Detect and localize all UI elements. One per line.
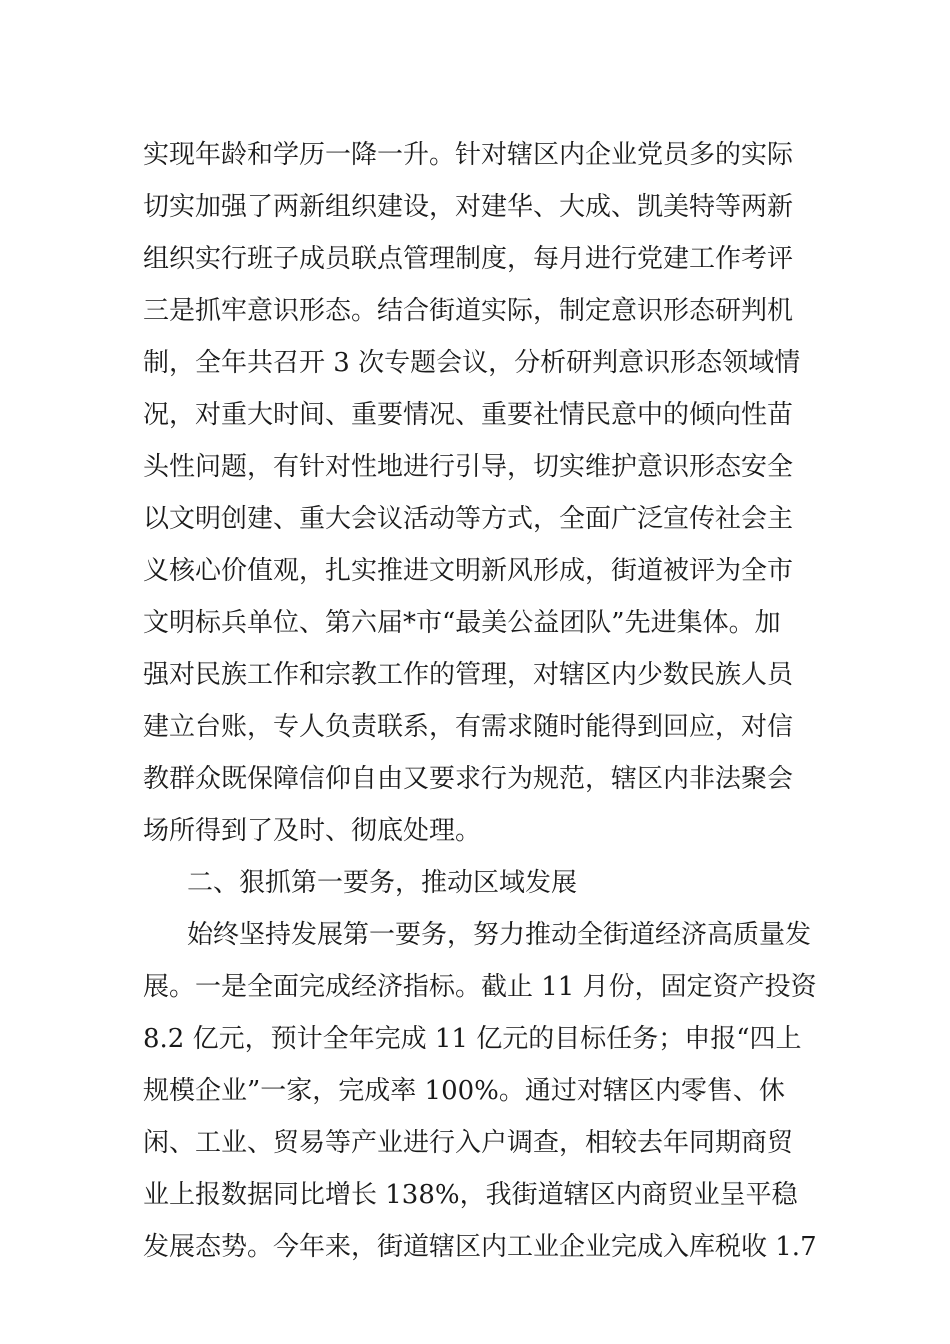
text-line-7: 头性问题，有针对性地进行引导，切实维护意识形态安全 bbox=[143, 452, 794, 482]
text-line-13: 教群众既保障信仰自由又要求行为规范，辖区内非法聚会 bbox=[143, 764, 794, 794]
text-line-5: 制，全年共召开 3 次专题会议，分析研判意识形态领域情 bbox=[143, 348, 801, 378]
text-line-20: 闲、工业、贸易等产业进行入户调查，相较去年同期商贸 bbox=[143, 1128, 794, 1158]
text-line-9: 义核心价值观，扎实推进文明新风形成，街道被评为全市 bbox=[143, 556, 794, 586]
text-line-3: 组织实行班子成员联点管理制度，每月进行党建工作考评 bbox=[143, 244, 794, 274]
text-line-21: 业上报数据同比增长 138%，我街道辖区内商贸业呈平稳 bbox=[143, 1180, 798, 1210]
text-line-11: 强对民族工作和宗教工作的管理，对辖区内少数民族人员 bbox=[143, 660, 794, 690]
text-line-14: 场所得到了及时、彻底处理。 bbox=[143, 816, 482, 846]
text-line-4: 三是抓牢意识形态。结合街道实际，制定意识形态研判机 bbox=[143, 296, 794, 326]
text-line-2: 切实加强了两新组织建设，对建华、大成、凯美特等两新 bbox=[143, 192, 794, 222]
text-line-12: 建立台账，专人负责联系，有需求随时能得到回应，对信 bbox=[143, 712, 794, 742]
text-line-1: 实现年龄和学历一降一升。针对辖区内企业党员多的实际 bbox=[143, 140, 794, 170]
section-heading: 二、狠抓第一要务，推动区域发展 bbox=[187, 868, 578, 898]
text-line-22: 发展态势。今年来，街道辖区内工业企业完成入库税收 1.7 bbox=[143, 1232, 817, 1262]
text-line-6: 况，对重大时间、重要情况、重要社情民意中的倾向性苗 bbox=[143, 400, 794, 430]
text-line-8: 以文明创建、重大会议活动等方式，全面广泛宣传社会主 bbox=[143, 504, 794, 534]
text-line-10: 文明标兵单位、第六届*市“最美公益团队”先进集体。加 bbox=[143, 608, 781, 638]
document-body bbox=[143, 129, 823, 1273]
text-line-19: 规模企业”一家，完成率 100%。通过对辖区内零售、休 bbox=[143, 1076, 785, 1106]
text-line-17: 展。一是全面完成经济指标。截止 11 月份，固定资产投资 bbox=[143, 972, 817, 1002]
text-line-16: 始终坚持发展第一要务，努力推动全街道经济高质量发 bbox=[187, 920, 812, 950]
text-line-18: 8.2 亿元，预计全年完成 11 亿元的目标任务；申报“四上 bbox=[143, 1024, 802, 1054]
